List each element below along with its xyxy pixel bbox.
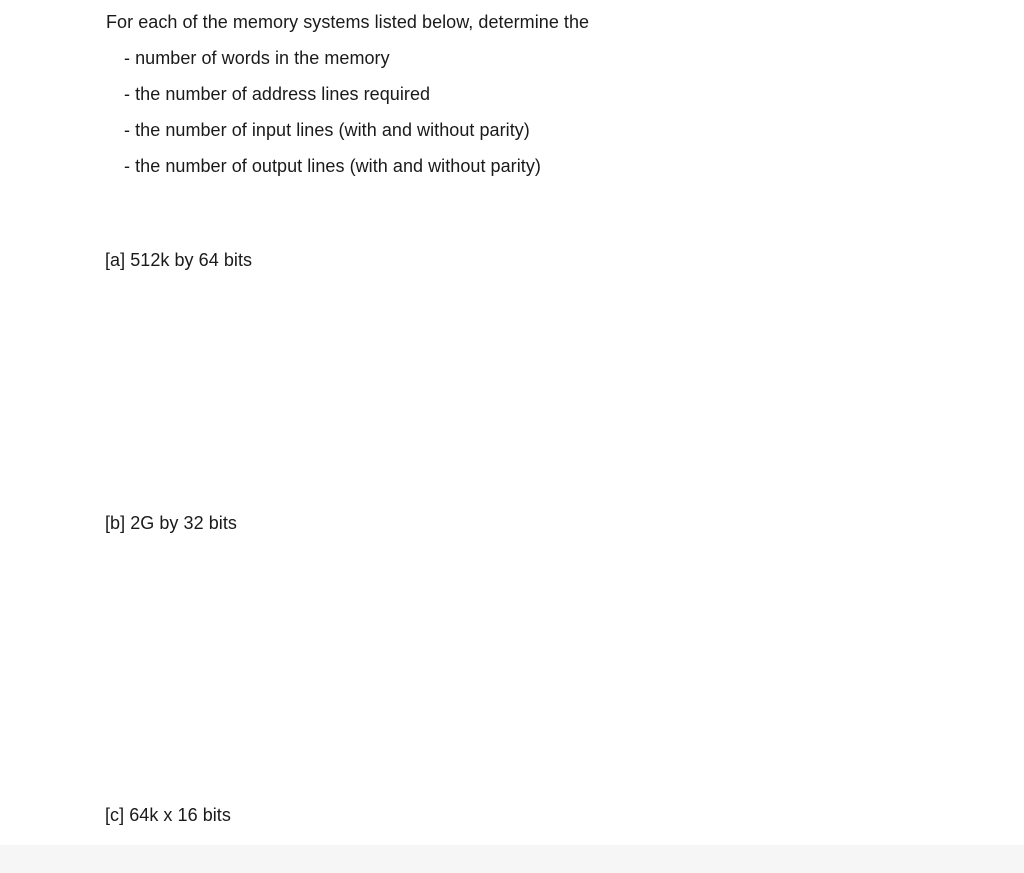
bullet-input-lines: - the number of input lines (with and without parity) [124,120,530,140]
problem-c: [c] 64k x 16 bits [105,805,231,825]
bullet-address-lines: - the number of address lines required [124,84,431,104]
page-bottom-margin [0,845,1024,873]
problem-a: [a] 512k by 64 bits [105,250,253,270]
problem-b: [b] 2G by 32 bits [105,513,237,533]
bullet-output-lines: - the number of output lines (with and without parity) [124,156,541,176]
instructions-text: For each of the memory systems listed below, determine the [106,12,590,32]
bullet-number-of-words: - number of words in the memory [124,48,390,68]
